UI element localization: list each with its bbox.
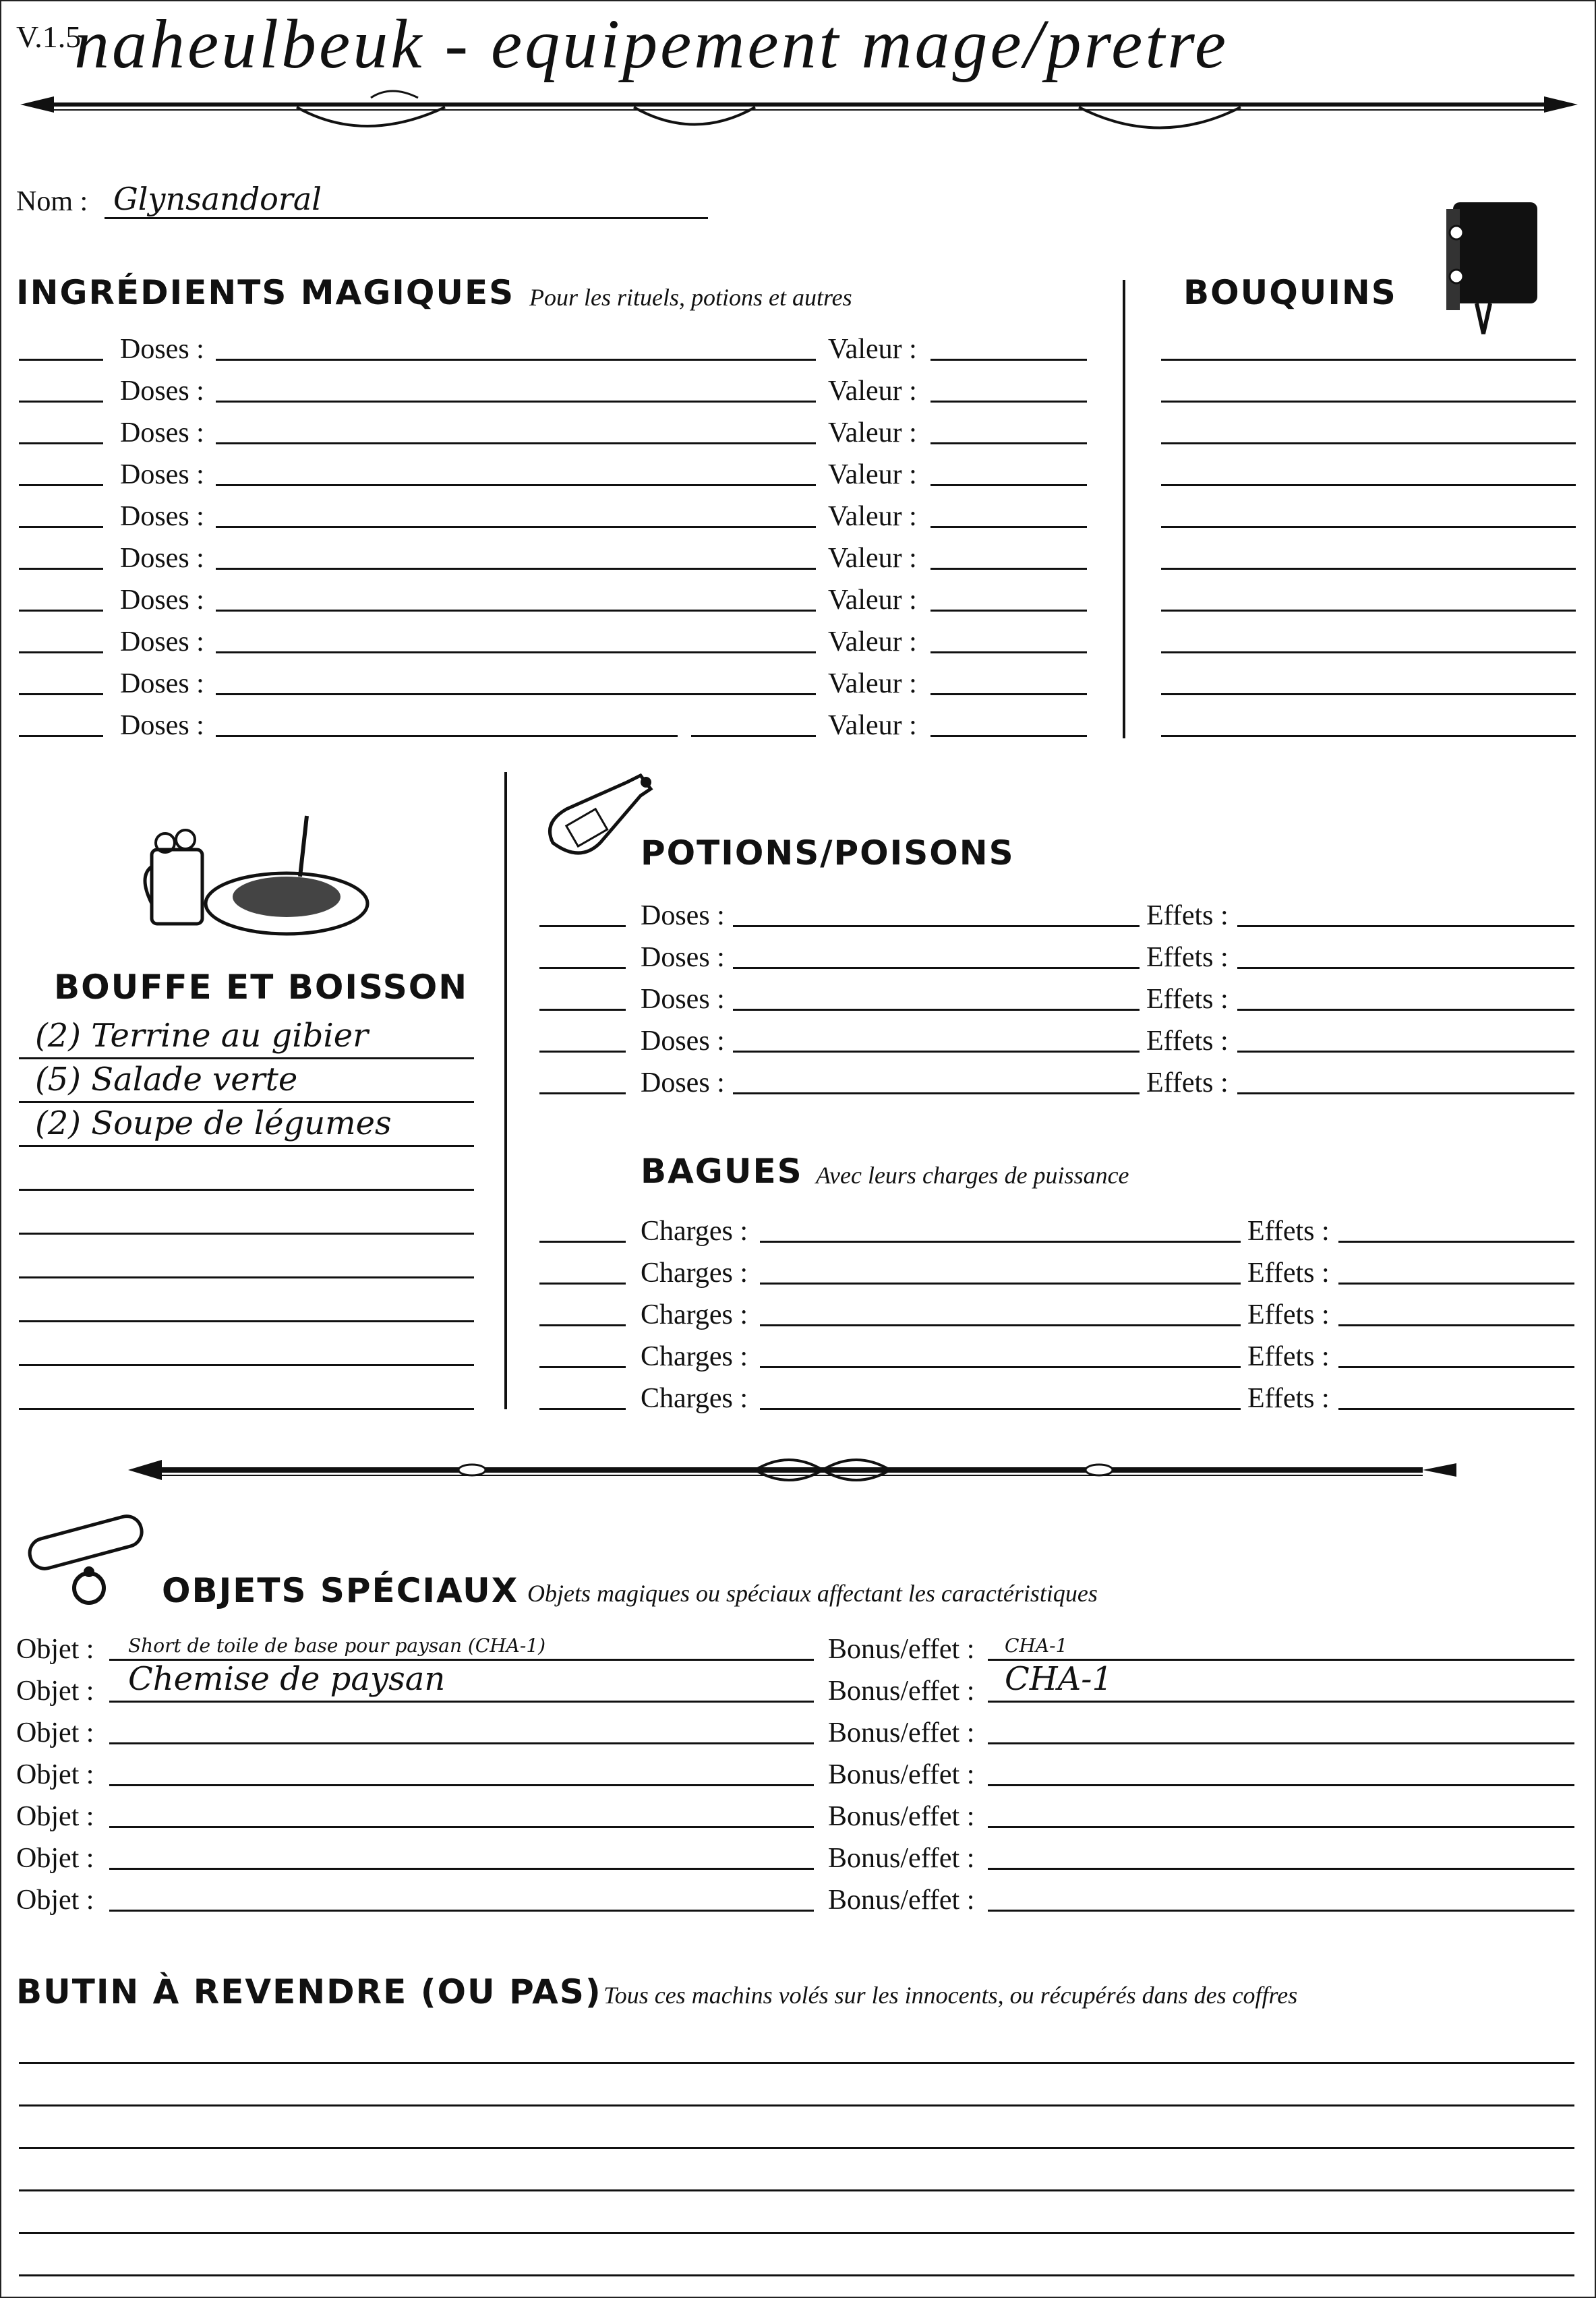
bague-charge-line[interactable] xyxy=(760,1324,1241,1326)
potion-effect-line[interactable] xyxy=(1237,1009,1574,1011)
version-label: V.1.5 xyxy=(16,20,82,54)
ingredient-valeur-label: Valeur : xyxy=(828,459,917,490)
ingredient-qty-line[interactable] xyxy=(19,359,103,361)
bague-qty-line[interactable] xyxy=(539,1324,626,1326)
potion-effect-line[interactable] xyxy=(1237,925,1574,927)
bague-qty-line[interactable] xyxy=(539,1366,626,1368)
bouquin-line[interactable] xyxy=(1161,610,1576,612)
ingredient-value-line[interactable] xyxy=(930,442,1087,444)
potion-effect-line[interactable] xyxy=(1237,1051,1574,1053)
objet-label: Objet : xyxy=(16,1759,94,1790)
ingredients-divider xyxy=(1123,280,1125,738)
bague-charge-line[interactable] xyxy=(760,1241,1241,1243)
bouquin-line[interactable] xyxy=(1161,693,1576,695)
ingredient-name-line[interactable] xyxy=(216,651,816,653)
bonus-line[interactable] xyxy=(988,1868,1574,1870)
ingredient-value-line[interactable] xyxy=(930,693,1087,695)
butin-line[interactable] xyxy=(19,2147,1574,2149)
nom-label: Nom : xyxy=(16,186,88,217)
objet-line[interactable] xyxy=(109,1784,814,1786)
ingredient-qty-line[interactable] xyxy=(19,651,103,653)
ingredients-subtitle: Pour les rituels, potions et autres xyxy=(529,284,852,311)
bouffe-item[interactable]: (2) Terrine au gibier xyxy=(35,1017,369,1055)
ingredient-value-line[interactable] xyxy=(930,610,1087,612)
ingredient-valeur-label: Valeur : xyxy=(828,501,917,532)
potion-doses-label: Doses : xyxy=(641,1067,725,1098)
bouquin-line[interactable] xyxy=(1161,442,1576,444)
ingredients-title: INGRÉDIENTS MAGIQUES xyxy=(16,273,515,312)
objet-line[interactable] xyxy=(109,1868,814,1870)
bouquin-line[interactable] xyxy=(1161,568,1576,570)
ingredient-doses-label: Doses : xyxy=(120,501,204,532)
bouffe-line[interactable] xyxy=(19,1233,474,1235)
ingredient-doses-label: Doses : xyxy=(120,710,204,741)
ingredient-value-line[interactable] xyxy=(930,359,1087,361)
bague-effect-line[interactable] xyxy=(1338,1408,1574,1410)
bonus-effet-label: Bonus/effet : xyxy=(828,1759,975,1790)
butin-line[interactable] xyxy=(19,2274,1574,2276)
bague-effets-label: Effets : xyxy=(1247,1258,1330,1289)
bonus-effet-label: Bonus/effet : xyxy=(828,1717,975,1748)
bague-charges-label: Charges : xyxy=(641,1299,748,1330)
ingredient-name-line[interactable] xyxy=(216,735,678,737)
ingredient-qty-line[interactable] xyxy=(19,484,103,486)
ingredient-doses-label: Doses : xyxy=(120,668,204,699)
bouffe-line[interactable] xyxy=(19,1057,474,1059)
potions-title: POTIONS/POISONS xyxy=(641,833,1015,873)
ingredient-doses-label: Doses : xyxy=(120,334,204,365)
bonus-effet-label: Bonus/effet : xyxy=(828,1634,975,1665)
ingredient-value-line[interactable] xyxy=(930,651,1087,653)
potion-effect-line[interactable] xyxy=(1237,1092,1574,1094)
potion-qty-line[interactable] xyxy=(539,925,626,927)
objet-label: Objet : xyxy=(16,1676,94,1707)
bague-effect-line[interactable] xyxy=(1338,1366,1574,1368)
ingredient-name-line[interactable] xyxy=(216,693,816,695)
bague-charges-label: Charges : xyxy=(641,1216,748,1247)
ingredient-valeur-label: Valeur : xyxy=(828,543,917,574)
ingredient-valeur-label: Valeur : xyxy=(828,417,917,448)
objet-line[interactable] xyxy=(109,1910,814,1912)
staff-ornament xyxy=(121,1443,1463,1497)
objets-subtitle: Objets magiques ou spéciaux affectant les caractéristiques xyxy=(527,1580,1098,1607)
potion-name-line[interactable] xyxy=(733,1051,1140,1053)
bague-charge-line[interactable] xyxy=(760,1283,1241,1285)
bonus-effet-label: Bonus/effet : xyxy=(828,1676,975,1707)
ingredient-qty-line[interactable] xyxy=(19,610,103,612)
bouffe-line[interactable] xyxy=(19,1364,474,1366)
potion-doses-label: Doses : xyxy=(641,1026,725,1057)
butin-line[interactable] xyxy=(19,2062,1574,2064)
potion-doses-label: Doses : xyxy=(641,942,725,973)
objet-label: Objet : xyxy=(16,1634,94,1665)
ingredient-name-line[interactable] xyxy=(216,484,816,486)
ingredient-qty-line[interactable] xyxy=(19,693,103,695)
bouquin-line[interactable] xyxy=(1161,401,1576,403)
bouquin-line[interactable] xyxy=(1161,651,1576,653)
bouquin-line[interactable] xyxy=(1161,484,1576,486)
bague-qty-line[interactable] xyxy=(539,1283,626,1285)
bouquin-line[interactable] xyxy=(1161,359,1576,361)
ingredient-doses-label: Doses : xyxy=(120,626,204,657)
bouffe-line[interactable] xyxy=(19,1101,474,1103)
bouffe-item[interactable]: (5) Salade verte xyxy=(35,1061,298,1098)
scroll-ring-icon xyxy=(15,1514,156,1615)
bague-charges-label: Charges : xyxy=(641,1341,748,1372)
objet-label: Objet : xyxy=(16,1801,94,1832)
objet-label: Objet : xyxy=(16,1843,94,1874)
bague-qty-line[interactable] xyxy=(539,1241,626,1243)
potion-effets-label: Effets : xyxy=(1146,1067,1229,1098)
ingredient-doses-label: Doses : xyxy=(120,543,204,574)
potion-qty-line[interactable] xyxy=(539,1051,626,1053)
bonus-value[interactable]: CHA-1 xyxy=(1005,1634,1068,1657)
butin-subtitle: Tous ces machins volés sur les innocents, ou récupérés dans des coffres xyxy=(603,1982,1298,2009)
bouquin-line[interactable] xyxy=(1161,526,1576,528)
bague-effets-label: Effets : xyxy=(1247,1216,1330,1247)
ingredient-valeur-label: Valeur : xyxy=(828,334,917,365)
bagues-title: BAGUES xyxy=(641,1152,803,1191)
bonus-line[interactable] xyxy=(988,1701,1574,1703)
ingredient-name-line[interactable] xyxy=(216,610,816,612)
ingredient-name-line[interactable] xyxy=(216,568,816,570)
ingredient-qty-line[interactable] xyxy=(19,735,103,737)
ingredient-qty-line[interactable] xyxy=(19,442,103,444)
potion-doses-label: Doses : xyxy=(641,984,725,1015)
potion-effets-label: Effets : xyxy=(1146,942,1229,973)
bague-effect-line[interactable] xyxy=(1338,1283,1574,1285)
bague-effect-line[interactable] xyxy=(1338,1324,1574,1326)
bonus-value[interactable]: CHA-1 xyxy=(1005,1660,1113,1698)
bouquin-line[interactable] xyxy=(1161,735,1576,737)
bague-charges-label: Charges : xyxy=(641,1258,748,1289)
ingredient-valeur-label: Valeur : xyxy=(828,585,917,616)
bonus-effet-label: Bonus/effet : xyxy=(828,1885,975,1916)
bouffe-line[interactable] xyxy=(19,1276,474,1278)
ingredient-value-line[interactable] xyxy=(930,568,1087,570)
potion-effets-label: Effets : xyxy=(1146,1026,1229,1057)
nom-value[interactable]: Glynsandoral xyxy=(113,181,322,217)
objet-line[interactable] xyxy=(109,1742,814,1744)
bonus-line[interactable] xyxy=(988,1784,1574,1786)
objet-label: Objet : xyxy=(16,1717,94,1748)
ingredient-doses-label: Doses : xyxy=(120,376,204,407)
ingredient-qty-line[interactable] xyxy=(19,401,103,403)
potion-name-line[interactable] xyxy=(733,1092,1140,1094)
potion-qty-line[interactable] xyxy=(539,1092,626,1094)
potion-effect-line[interactable] xyxy=(1237,967,1574,969)
bonus-effet-label: Bonus/effet : xyxy=(828,1843,975,1874)
potion-name-line[interactable] xyxy=(733,967,1140,969)
bonus-line[interactable] xyxy=(988,1910,1574,1912)
bouffe-line[interactable] xyxy=(19,1189,474,1191)
bonus-line[interactable] xyxy=(988,1826,1574,1828)
potion-qty-line[interactable] xyxy=(539,1009,626,1011)
objets-title: OBJETS SPÉCIAUX xyxy=(162,1571,519,1610)
ingredient-value-line[interactable] xyxy=(930,735,1087,737)
butin-line[interactable] xyxy=(19,2104,1574,2106)
book-icon xyxy=(1436,196,1551,337)
bonus-effet-label: Bonus/effet : xyxy=(828,1801,975,1832)
ingredient-valeur-label: Valeur : xyxy=(828,376,917,407)
bouquins-title: BOUQUINS xyxy=(1183,273,1397,312)
potion-name-line[interactable] xyxy=(733,1009,1140,1011)
ingredient-value-line[interactable] xyxy=(930,484,1087,486)
ingredient-value-line[interactable] xyxy=(930,526,1087,528)
objet-label: Objet : xyxy=(16,1885,94,1916)
ingredient-qty-line[interactable] xyxy=(19,568,103,570)
bague-effets-label: Effets : xyxy=(1247,1383,1330,1414)
bague-effets-label: Effets : xyxy=(1247,1341,1330,1372)
objet-line[interactable] xyxy=(109,1826,814,1828)
ingredient-name-line[interactable] xyxy=(216,442,816,444)
ingredient-valeur-label: Valeur : xyxy=(828,668,917,699)
bouffe-line[interactable] xyxy=(19,1320,474,1322)
ingredient-doses-label: Doses : xyxy=(120,585,204,616)
ingredient-name-line[interactable] xyxy=(216,359,816,361)
potion-name-line[interactable] xyxy=(733,925,1140,927)
objet-line[interactable] xyxy=(109,1701,814,1703)
ingredient-doses-label: Doses : xyxy=(120,417,204,448)
ingredient-name-line[interactable] xyxy=(216,401,816,403)
objet-value[interactable]: Chemise de paysan xyxy=(128,1660,446,1698)
bagues-subtitle: Avec leurs charges de puissance xyxy=(816,1162,1129,1189)
bouffe-item[interactable]: (2) Soupe de légumes xyxy=(35,1104,392,1142)
potion-effets-label: Effets : xyxy=(1146,900,1229,931)
bonus-line[interactable] xyxy=(988,1742,1574,1744)
butin-title: BUTIN À REVENDRE (OU PAS) xyxy=(16,1972,602,2011)
ingredient-valeur-label: Valeur : xyxy=(828,626,917,657)
bague-charges-label: Charges : xyxy=(641,1383,748,1414)
page-title: naheulbeuk - equipement mage/pretre xyxy=(74,5,1229,83)
bouffe-line[interactable] xyxy=(19,1145,474,1147)
bague-effets-label: Effets : xyxy=(1247,1299,1330,1330)
bouffe-line[interactable] xyxy=(19,1408,474,1410)
bague-charge-line[interactable] xyxy=(760,1366,1241,1368)
potion-effets-label: Effets : xyxy=(1146,984,1229,1015)
ingredient-value-line[interactable] xyxy=(930,401,1087,403)
bague-qty-line[interactable] xyxy=(539,1408,626,1410)
mid-divider xyxy=(504,772,507,1409)
ingredient-name-line[interactable] xyxy=(216,526,816,528)
ingredient-name-line[interactable] xyxy=(691,735,816,737)
potion-doses-label: Doses : xyxy=(641,900,725,931)
butin-line[interactable] xyxy=(19,2189,1574,2191)
nom-line xyxy=(105,217,708,219)
bague-charge-line[interactable] xyxy=(760,1408,1241,1410)
potion-qty-line[interactable] xyxy=(539,967,626,969)
ingredient-valeur-label: Valeur : xyxy=(828,710,917,741)
butin-line[interactable] xyxy=(19,2232,1574,2234)
ingredient-doses-label: Doses : xyxy=(120,459,204,490)
bouffe-title: BOUFFE ET BOISSON xyxy=(54,968,469,1007)
ingredient-qty-line[interactable] xyxy=(19,526,103,528)
food-icon xyxy=(138,802,374,944)
objet-value[interactable]: Short de toile de base pour paysan (CHA-1) xyxy=(128,1634,546,1657)
bague-effect-line[interactable] xyxy=(1338,1241,1574,1243)
top-spear-ornament xyxy=(13,84,1585,145)
